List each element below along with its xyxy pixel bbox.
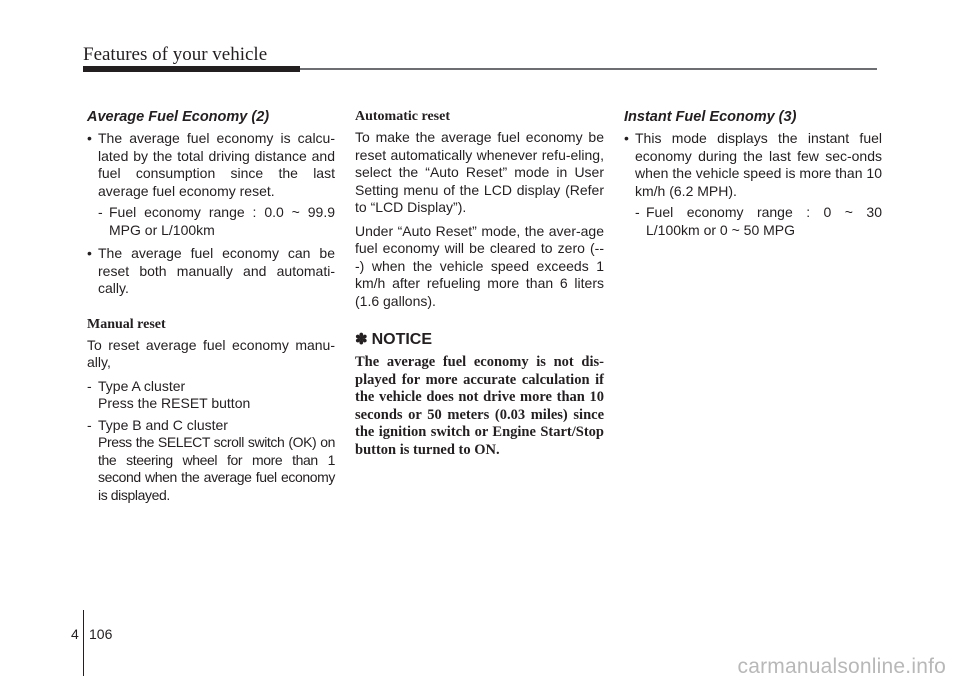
manual-reset-intro: To reset average fuel economy manu-ally,	[87, 336, 335, 370]
bullet-icon: •	[624, 130, 629, 146]
type-a-item	[87, 378, 335, 396]
bullet-item	[624, 130, 882, 200]
sub-item	[87, 204, 335, 239]
watermark: carmanualsonline.info	[737, 655, 946, 678]
bullet-item	[87, 130, 335, 200]
column-2	[355, 108, 604, 460]
chapter-number: 4	[71, 626, 79, 642]
notice-text: The average fuel economy is not dis-played for more accurate calculation if the vehicle does not drive more than 10 seconds or 50 meters (0.03 miles) since the ignition switch or Engine Start/Stop button is turned to ON.	[355, 354, 604, 458]
bullet-item	[87, 245, 335, 298]
notice-heading	[355, 330, 604, 350]
automatic-reset-paragraph-2: Under “Auto Reset” mode, the aver-age fuel economy will be cleared to zero (---) when the vehicle speed exceeds 1 km/h after refueling more than 6 liters (1.6 gallons).	[355, 222, 604, 309]
dash-icon: -	[87, 416, 92, 433]
type-a-label: Type A cluster	[98, 377, 186, 394]
manual-reset-heading: Manual reset	[87, 316, 166, 332]
bullet-text: This mode displays the instant fuel economy during the last few sec-onds when the vehicle speed is more than 10 km/h (6.2 MPH).	[635, 130, 882, 199]
column-1	[87, 108, 335, 504]
type-bc-label: Type B and C cluster	[98, 416, 228, 433]
sub-item	[624, 204, 882, 239]
type-a-text: Press the RESET button	[98, 395, 251, 411]
bullet-icon: •	[87, 245, 92, 261]
bullet-icon: •	[87, 130, 92, 146]
dash-icon: -	[98, 204, 103, 220]
type-bc-item	[87, 417, 335, 435]
page-header-title: Features of your vehicle	[83, 44, 268, 65]
notice-star-icon: ✽	[355, 331, 368, 348]
automatic-reset-heading: Automatic reset	[355, 109, 450, 124]
footer-divider	[83, 610, 84, 676]
header-accent-bar	[83, 66, 300, 72]
sub-text: Fuel economy range : 0.0 ~ 99.9 MPG or L/100km	[109, 204, 335, 238]
sub-text: Fuel economy range : 0 ~ 30 L/100km or 0 ~ 50 MPG	[646, 204, 882, 238]
automatic-reset-paragraph-1: To make the average fuel economy be reset automatically whenever refu-eling, select the “Auto Reset” mode in User Setting menu of the LCD display (Refer to “LCD Display”).	[355, 129, 604, 215]
dash-icon: -	[87, 377, 92, 394]
bullet-text: The average fuel economy can be reset both manually and automati-cally.	[98, 245, 335, 296]
type-bc-text: Press the SELECT scroll switch (OK) on the steering wheel for more than 1 second when the average fuel economy is displayed.	[98, 434, 335, 503]
notice-label: NOTICE	[371, 331, 433, 348]
instant-fuel-economy-heading: Instant Fuel Economy (3)	[624, 109, 797, 125]
average-fuel-economy-heading: Average Fuel Economy (2)	[87, 109, 270, 125]
page-number: 106	[89, 626, 113, 642]
column-3	[624, 108, 882, 245]
bullet-text: The average fuel economy is calcu-lated by the total driving distance and fuel consumption since the last average fuel economy reset.	[98, 130, 335, 199]
dash-icon: -	[635, 204, 640, 220]
